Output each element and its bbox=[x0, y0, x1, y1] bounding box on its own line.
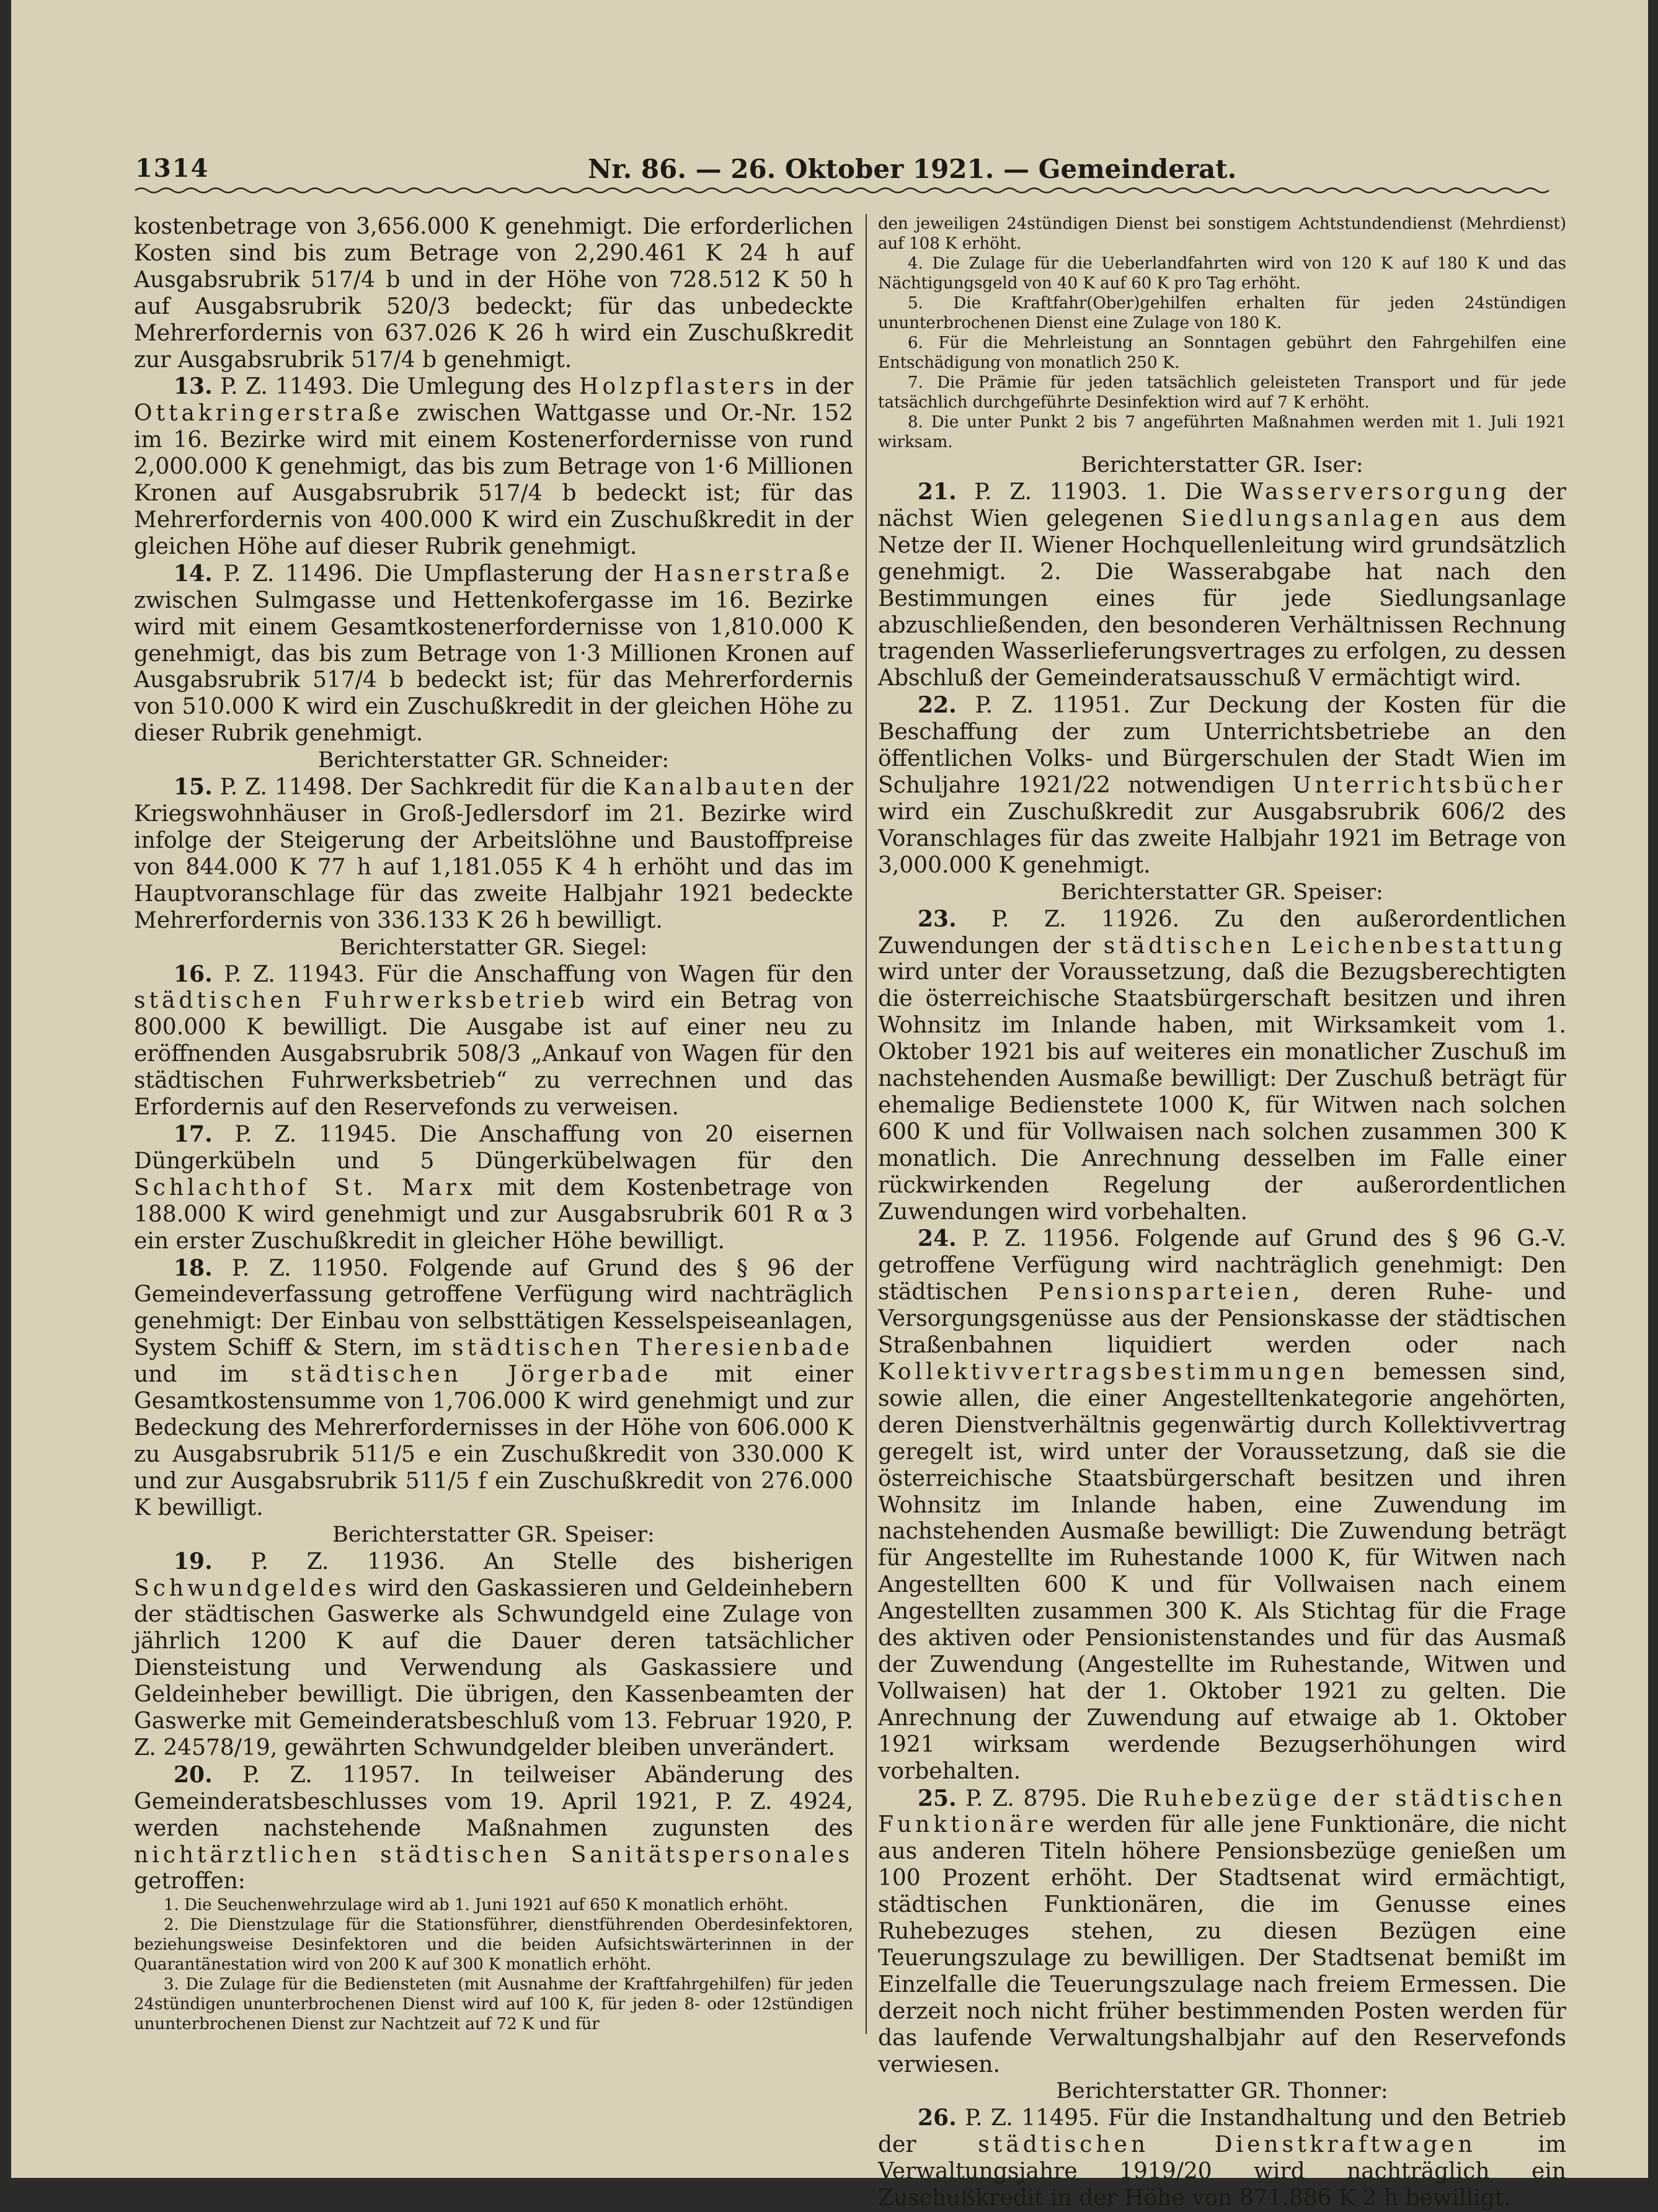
emphasis: Hasnerstraße bbox=[654, 561, 854, 587]
file-reference: P. Z. 11943. bbox=[224, 961, 365, 987]
sub-item: 8. Die unter Punkt 2 bis 7 angeführten Maßnahmen werden mit 1. Juli 1921 wirksam. bbox=[878, 413, 1566, 451]
right-column bbox=[878, 214, 1567, 2211]
item-text: zwischen Sulmgasse und Hettenkofergasse im 16. Bezirke wird mit einem Gesamtkostenerfordernisse von 1,810.000 K genehmigt, das bis zum Betrage von 1·3 Millionen Kronen auf Ausgabsrubrik 517/4 b bedeckt ist; für das Mehrerfordernis von 510.000 K wird ein Zuschußkredit in der gleichen Höhe zu dieser Rubrik genehmigt. bbox=[134, 587, 853, 747]
emphasis: Siedlungsanlagen bbox=[1181, 505, 1443, 531]
rapporteur-heading: Berichterstatter GR. Speiser: bbox=[1061, 879, 1383, 905]
item-number: 20. bbox=[174, 1761, 213, 1788]
rapporteur-heading: Berichterstatter GR. Thonner: bbox=[1056, 2079, 1388, 2104]
item-number: 18. bbox=[174, 1255, 213, 1281]
item-text: Zu den außerordentlichen Zuwendungen der bbox=[878, 906, 1566, 959]
item-text: Folgende auf Grund des § 96 der Gemeindeverfassung getroffene Verfügung wird nachträglich genehmigt: Der Einbau von selbsttätigen Kesselspeiseanlagen, System Schiff & Stern, im bbox=[134, 1255, 853, 1361]
item-text: wird unter der Voraussetzung, daß die Bezugsberechtigten die österreichische Staatsbürgerschaft besitzen und ihren Wohnsitz im Inlande haben, mit Wirksamkeit vom 1. Oktober 1921 bis auf weiteres ein monatlicher Zuschuß im nachstehenden Ausmaße bewilligt: Der Zuschuß beträgt für ehemalige Bedienstete 1000 K, für Witwen nach solchen 600 K und für Vollwaisen nach solchen zusammen 300 K monatlich. Die Anrechnung desselben im Falle einer rückwirkenden Regelung der außerordentlichen Zuwendungen wird vorbehalten. bbox=[878, 959, 1566, 1225]
item-25 bbox=[878, 1785, 1566, 2079]
file-reference: P. Z. 11957. bbox=[242, 1762, 421, 1788]
emphasis: städtischen Leichenbestattung bbox=[1103, 933, 1566, 959]
item-text: Die bbox=[1096, 1785, 1135, 1811]
emphasis: Wasserversorgung bbox=[1240, 479, 1510, 505]
item-text: Der Sachkredit für die bbox=[360, 775, 616, 801]
sub-item: 4. Die Zulage für die Ueberlandfahrten wird von 120 K auf 180 K und das Nächtigungsgeld von 40 K auf 60 K pro Tag erhöht. bbox=[878, 254, 1566, 293]
item-19 bbox=[134, 1548, 853, 1762]
item-15 bbox=[134, 774, 853, 934]
file-reference: P. Z. 11945. bbox=[234, 1122, 397, 1147]
item-number: 14. bbox=[174, 560, 213, 587]
emphasis: Kanalbauten bbox=[623, 775, 808, 801]
emphasis: städtischen Theresienbade bbox=[451, 1335, 853, 1361]
item-text: In teilweiser Abänderung des Gemeinderatsbeschlusses vom 19. April 1921, P. Z. 4924, werden nachstehende Maßnahmen zugunsten des bbox=[134, 1762, 854, 1841]
item-text: bemessen sind, sowie allen, die einer Angestelltenkategorie angehörten, deren Dienstverhältnis gegenwärtig durch Kollektivvertrag geregelt ist, wird unter der Voraussetzung, daß sie die österreichische Staatsbürgerschaft besitzen und ihren Wohnsitz im Inlande haben, eine Zuwendung im nachstehenden Ausmaße bewilligt: Die Zuwendung beträgt für Angestellte im Ruhestande 1000 K, für Witwen nach Angestellten 600 K und für Vollwaisen nach einem Angestellten zusammen 300 K. Als Stichtag für die Frage des aktiven oder Pensionistenstandes und für das Ausmaß der Zuwendung (Angestellte im Ruhestande, Witwen und Vollwaisen) hat der 1. Oktober 1921 zu gelten. Die Anrechnung der Zuwendung auf etwaige ab 1. Oktober 1921 wirksam werdende Bezugserhöhungen wird vorbehalten. bbox=[878, 1359, 1566, 1784]
emphasis: Ruhebezüge der städtischen Funktionäre bbox=[878, 1785, 1566, 1838]
item-number: 15. bbox=[174, 774, 213, 801]
file-reference: P. Z. 11956. bbox=[972, 1226, 1120, 1252]
item-text: und im bbox=[134, 1362, 249, 1388]
sub-item: 7. Die Prämie für jeden tatsächlich geleisteten Transport und für jede tatsächlich durchgeführte Desinfektion wird auf 7 K erhöht. bbox=[878, 373, 1566, 412]
emphasis: Holzpflasters bbox=[579, 374, 778, 400]
item-text: Folgende auf Grund des § 96 G.-V. getroffene Verfügung wird nachträglich genehmigt: Den städtischen bbox=[878, 1226, 1567, 1305]
item-text: werden für alle jene Funktionäre, die nicht aus anderen Titeln höhere Pensionsbezüge genießen um 100 Prozent erhöht. Der Stadtsenat wird ermächtigt, städtischen Funktionären, die im Genusse eines Ruhebezuges stehen, zu diesen Bezügen eine Teuerungszulage zu bewilligen. Der Stadtsenat bemißt im Einzelfalle die Teuerungszulage nach freiem Ermessen. Die derzeit noch nicht früher bestimmenden Posten werden für das laufende Verwaltungshalbjahr auf den Reservefonds verwiesen. bbox=[878, 1812, 1566, 2077]
item-number: 24. bbox=[918, 1225, 957, 1252]
item-text: getroffen: bbox=[134, 1868, 246, 1894]
emphasis: Pensionsparteien bbox=[1038, 1279, 1293, 1305]
item-text: Für die Instandhaltung und den Betrieb der bbox=[878, 2105, 1566, 2158]
item-text: aus dem Netze der II. Wiener Hochquellenleitung wird grundsätzlich genehmigt. 2. Die Wasserabgabe hat nach den Bestimmungen eines für jede Siedlungsanlage abzuschließenden, den besonderen Verhältnissen Rechnung tragenden Wasserlieferungsvertrages zu erfolgen, zu dessen Abschluß der Gemeinderatsausschuß V ermächtigt wird. bbox=[878, 505, 1566, 691]
emphasis: Schwundgeldes bbox=[134, 1575, 360, 1601]
file-reference: P. Z. 11498. bbox=[219, 775, 353, 801]
file-reference: P. Z. 11496. bbox=[223, 561, 363, 587]
item-text: wird ein Betrag von 800.000 K bewilligt. Die Ausgabe ist auf einer neu zu eröffnenden Ausgabsrubrik 508/3 „Ankauf von Wagen für den städtischen Fuhrwerksbetrieb“ zu verrechnen und das Erfordernis auf den Reservefonds zu verweisen. bbox=[134, 988, 853, 1121]
emphasis: städtischen Jörgerbade bbox=[291, 1362, 672, 1388]
emphasis: städtischen Dienstkraftwagen bbox=[978, 2132, 1476, 2158]
item-text: mit einer Gesamtkostensumme von 1,706.000 K wird genehmigt und zur Bedeckung des Mehrerfordernisses in der Höhe von 606.000 K zu Ausgabsrubrik 511/5 e ein Zuschußkredit von 330.000 K und zur Ausgabsrubrik 511/5 f ein Zuschußkredit von 276.000 K bewilligt. bbox=[134, 1362, 853, 1521]
rapporteur-heading: Berichterstatter GR. Schneider: bbox=[317, 748, 670, 773]
emphasis: städtischen Fuhrwerksbetrieb bbox=[134, 988, 588, 1014]
item-text: in der bbox=[786, 374, 854, 400]
file-reference: P. Z. 11495. bbox=[965, 2105, 1100, 2131]
page-header bbox=[135, 154, 1549, 191]
item-number: 21. bbox=[918, 479, 957, 505]
sub-item: 3. Die Zulage für die Bediensteten (mit Ausnahme der Kraftfahrgehilfen) für jeden 24stündigen ununterbrochenen Dienst wird auf 100 K, für jeden 8- oder 12stündigen ununterbrochenen Dienst zur Nachtzeit auf 72 K und für bbox=[134, 1975, 853, 2034]
item-21 bbox=[878, 479, 1566, 692]
file-reference: P. Z. 8795. bbox=[965, 1785, 1088, 1811]
item-26 bbox=[878, 2105, 1566, 2212]
item-text: Die Umlegung des bbox=[361, 374, 572, 400]
file-reference: P. Z. 11936. bbox=[250, 1548, 446, 1575]
item-number: 19. bbox=[174, 1548, 213, 1575]
item-text: Die Anschaffung von 20 eisernen Düngerkübeln und 5 Düngerkübelwagen für den bbox=[134, 1122, 853, 1174]
item-text: wird ein Zuschußkredit zur Ausgabsrubrik 606/2 des Voranschlages für das zweite Halbjahr 1921 im Betrage von 3,000.000 K genehmigt. bbox=[878, 799, 1566, 878]
item-22 bbox=[878, 692, 1566, 879]
item-number: 26. bbox=[918, 2105, 957, 2131]
item-text: 1. Die bbox=[1145, 479, 1223, 505]
item-text: der nächst Wien gelegenen bbox=[878, 479, 1566, 531]
page-number: 1314 bbox=[135, 154, 210, 183]
item-number: 17. bbox=[174, 1121, 213, 1147]
file-reference: P. Z. 11950. bbox=[232, 1255, 389, 1281]
item-text: im Verwaltungsjahre 1919/20 wird nachträglich ein Zuschußkredit in der Höhe von 871.886 K 2 h bewilligt. bbox=[878, 2132, 1567, 2211]
sub-item: 6. Für die Mehrleistung an Sonntagen gebührt den Fahrgehilfen eine Entschädigung von monatlich 250 K. bbox=[878, 334, 1566, 372]
sub-item: 2. Die Dienstzulage für die Stationsführer, dienstführenden Oberdesinfektoren, beziehungsweise Desinfektoren und die beiden Aufsichtswärterinnen in der Quarantänestation wird von 200 K auf 300 K monatlich erhöht. bbox=[134, 1916, 853, 1974]
rapporteur-heading: Berichterstatter GR. Iser: bbox=[1081, 453, 1363, 477]
sub-item: 5. Die Kraftfahr(Ober)gehilfen erhalten für jeden 24stündigen ununterbrochenen Dienst eine Zulage von 180 K. bbox=[878, 294, 1566, 332]
left-column bbox=[134, 214, 854, 2034]
item-20 bbox=[134, 1762, 853, 1896]
item-text: zwischen Wattgasse und Or.-Nr. 152 im 16. Bezirke wird mit einem Kostenerfordernisse von rund 2,000.000 K genehmigt, das bis zum Betrage von 1·6 Millionen Kronen auf Ausgabsrubrik 517/4 b bedeckt ist; für das Mehrerfordernis von 400.000 K wird ein Zuschußkredit in der gleichen Höhe auf dieser Rubrik genehmigt. bbox=[134, 401, 853, 559]
item-18 bbox=[134, 1255, 853, 1522]
newspaper-page bbox=[11, 0, 1648, 2211]
item-23 bbox=[878, 906, 1566, 1226]
item-text: , deren Ruhe- und Versorgungsgenüsse aus der Pensionskasse der städtischen Straßenbahnen liquidiert werden oder nach bbox=[878, 1279, 1566, 1359]
sub-item-continuation: den jeweiligen 24stündigen Dienst bei sonstigem Achtstundendienst (Mehrdienst) auf 108 K erhöht. bbox=[878, 215, 1566, 253]
wavy-rule bbox=[135, 186, 1549, 195]
emphasis: Ottakringerstraße bbox=[134, 401, 404, 427]
item-17 bbox=[134, 1121, 853, 1255]
item-text: wird den Gaskassieren und Geldeinhebern der städtischen Gaswerke als Schwundgeld eine Zulage von jährlich 1200 K auf die Dauer deren tatsächlicher Diensteistung und Verwendung als Gaskassiere und Geldeinheber bewilligt. Die übrigen, den Kassenbeamten der Gaswerke mit Gemeinderatsbeschluß vom 13. Februar 1920, P. Z. 24578/19, gewährten Schwundgelder bleiben unverändert. bbox=[134, 1575, 853, 1761]
rapporteur-heading: Berichterstatter GR. Siegel: bbox=[339, 935, 648, 960]
item-number: 25. bbox=[918, 1785, 957, 1811]
item-13 bbox=[134, 373, 853, 560]
item-number: 13. bbox=[174, 373, 213, 400]
item-number: 16. bbox=[174, 961, 213, 987]
rapporteur-heading: Berichterstatter GR. Speiser: bbox=[332, 1522, 655, 1547]
item-text: mit dem Kostenbetrage von 188.000 K wird genehmigt und zur Ausgabsrubrik 601 R α 3 ein erster Zuschußkredit in gleicher Höhe bewilligt. bbox=[134, 1175, 853, 1254]
paragraph-continuation: kostenbetrage von 3,656.000 K genehmigt. Die erforderlichen Kosten sind bis zum Betrage von 2,290.461 K 24 h auf Ausgabsrubrik 517/4 b und in der Höhe von 728.512 K 50 h auf Ausgabsrubrik 520/3 bedeckt; für das unbedeckte Mehrerfordernis von 637.026 K 26 h wird ein Zuschußkredit zur Ausgabsrubrik 517/4 b genehmigt. bbox=[134, 214, 853, 373]
sub-item: 1. Die Seuchenwehrzulage wird ab 1. Juni 1921 auf 650 K monatlich erhöht. bbox=[164, 1896, 789, 1915]
emphasis: Unterrichtsbücher bbox=[1292, 772, 1566, 798]
item-text: An Stelle des bisherigen bbox=[484, 1548, 853, 1575]
emphasis: Kollektivvertragsbestimmungen bbox=[878, 1359, 1349, 1385]
file-reference: P. Z. 11493. bbox=[220, 374, 354, 400]
file-reference: P. Z. 11903. bbox=[974, 479, 1128, 505]
item-text: Die Umpflasterung der bbox=[374, 561, 643, 587]
item-number: 22. bbox=[918, 692, 957, 719]
column-divider bbox=[866, 214, 867, 2034]
file-reference: P. Z. 11926. bbox=[991, 906, 1180, 932]
item-number: 23. bbox=[918, 905, 957, 932]
item-text: Zur Deckung der Kosten für die Beschaffung der zum Unterrichtsbetriebe an den öffentlichen Volks- und Bürgerschulen der Stadt Wien im Schuljahre 1921/22 notwendigen bbox=[878, 693, 1567, 798]
item-24 bbox=[878, 1225, 1566, 1785]
item-16 bbox=[134, 961, 853, 1121]
item-text: Für die Anschaffung von Wagen für den bbox=[376, 961, 853, 987]
item-text: der Kriegswohnhäuser in Groß-Jedlersdorf im 21. Bezirke wird infolge der Steigerung der Arbeitslöhne und Baustoffpreise von 844.000 K 77 h auf 1,181.055 K 4 h erhöht und das im Hauptvoranschlage für das zweite Halbjahr 1921 bedeckte Mehrerfordernis von 336.133 K 26 h bewilligt. bbox=[134, 775, 853, 933]
item-14 bbox=[134, 561, 853, 747]
emphasis: nichtärztlichen städtischen Sanitätspersonales bbox=[134, 1842, 853, 1868]
emphasis: Schlachthof St. Marx bbox=[134, 1175, 477, 1201]
file-reference: P. Z. 11951. bbox=[975, 693, 1130, 719]
running-head: Nr. 86. — 26. Oktober 1921. — Gemeinderat. bbox=[588, 154, 1237, 184]
